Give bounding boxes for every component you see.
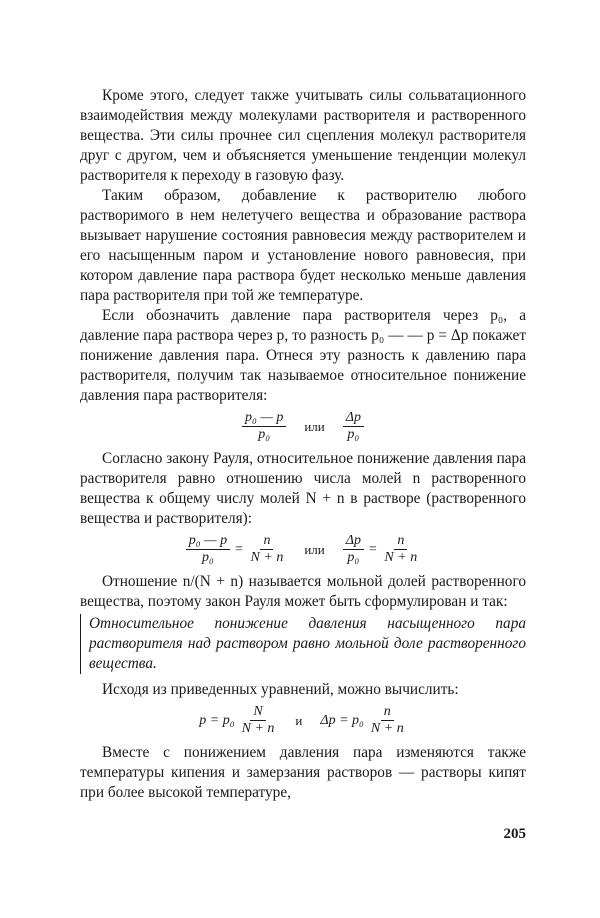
paragraph-equilibrium: Таким образом, добавление к растворителю любого растворимого в нем нелетучего вещества и образование раствора вызывает нарушение состояния равновесия между растворителем и его насыщенным паром и установление нового равновесия, при котором давление пара раствора будет несколько меньше давления пара растворителя при той же температуре.: [80, 187, 526, 304]
word-and: и: [295, 712, 303, 728]
raoult-law-statement: Относительное понижение давления насыщенного пара растворителя над раствором равно мольной доле растворенного вещества.: [80, 614, 526, 674]
word-or: или: [304, 418, 325, 434]
fraction-delta-p: $\frac{\Delta p}{\text{p₀}}$: [343, 410, 364, 443]
paragraph-calculation: Исходя из приведенных уравнений, можно вычислить:: [102, 681, 459, 698]
paragraph-solvation: Кроме этого, следует также учитывать силы сольватационного взаимодействия между молекулами растворителя и растворенного вещества. Эти силы прочнее сил сцепления молекул растворителя друг с другом, чем и объясняется уменьшение тенденции молекул растворителя к переходу в газовую фазу.: [80, 87, 526, 184]
page-number: 205: [503, 826, 526, 842]
paragraph-pressure-notation: Если обозначить давление пара растворителя через p₀, а давление пара раствора через p, то разность p₀ — — p = Δp покажет понижение давления пара. Отнеся эту разность к давлению пара растворителя, получим так называемое относительное понижение давления пара растворителя:: [80, 307, 526, 404]
paragraph-mole-fraction: Отношение n/(N + n) называется мольной долей растворенного вещества, поэтому закон Рауля может быть сформулирован и так:: [80, 573, 526, 610]
paragraph-raoult-law: Согласно закону Рауля, относительное понижение давления пара растворителя равно отношению числа молей n растворенного вещества к общему числу молей N + n в растворе (растворенного вещества и растворителя):: [80, 450, 526, 527]
page-text: [80, 86, 526, 803]
word-or: или: [304, 541, 325, 557]
formula-raoult: $\frac{\text{p₀ — p}}{\text{p₀}}$ = $\frac{n}{N + n}$ или $\frac{\Delta p}{\text{p₀}}$ = $\frac{n}{N + n}$: [80, 533, 526, 566]
formula-pressure: p = p₀ $\frac{N}{N + n}$ и Δp = p₀ $\frac{n}{N + n}$: [199, 704, 404, 736]
formula-relative-lowering: [80, 410, 526, 443]
fraction-p0-minus-p: $\frac{\text{p₀ — p}}{\text{p₀}}$: [242, 410, 286, 443]
paragraph-boiling-freezing: Вместе с понижением давления пара изменяются также температуры кипения и замерзания растворов — растворы кипят при более высокой температуре,: [80, 744, 526, 801]
